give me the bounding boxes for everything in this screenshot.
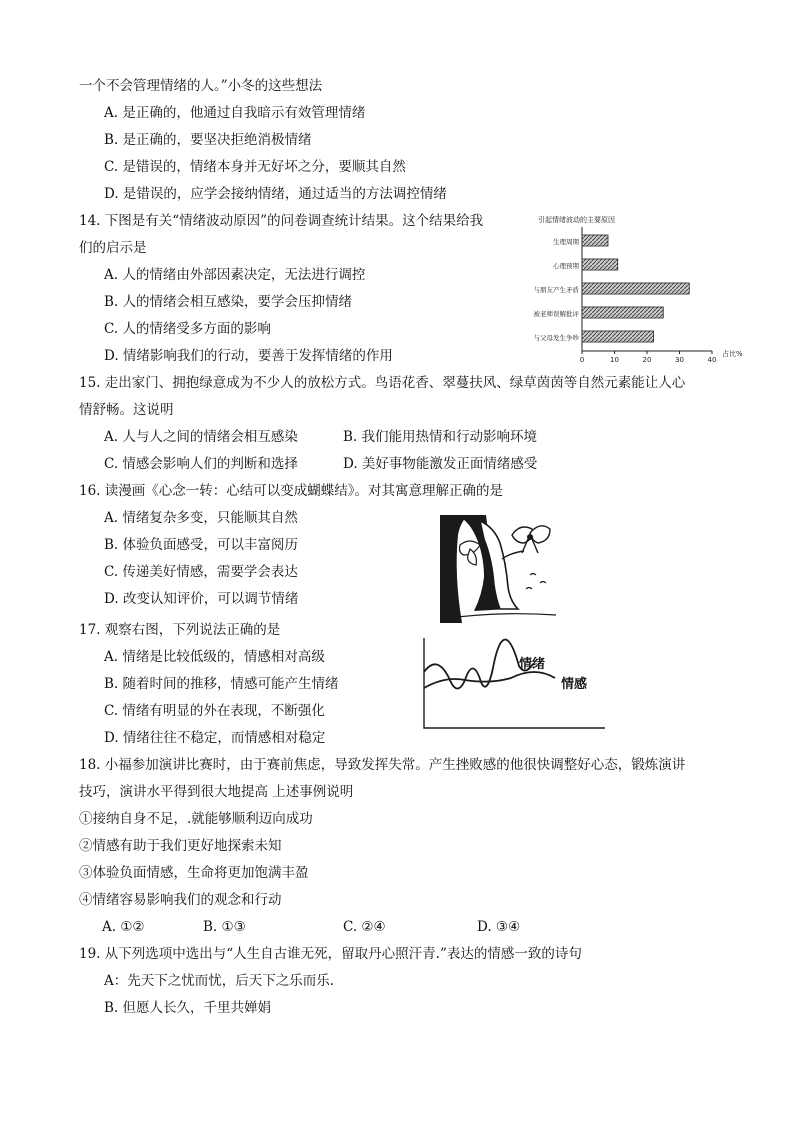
intro-option-d: D. 是错误的，应学会接纳情绪，通过适当的方法调控情绪 — [104, 186, 447, 202]
intro-option-b: B. 是正确的，要坚决拒绝消极情绪 — [104, 132, 312, 148]
chart-category-label: 与父母发生争吵 — [533, 334, 579, 342]
chart-bar — [582, 331, 654, 342]
q17-option-d: D. 情绪往往不稳定，而情感相对稳定 — [104, 730, 326, 746]
q15-option-d: D. 美好事物能激发正面情绪感受 — [343, 456, 538, 472]
q15-stem: 15. 走出家门、拥抱绿意成为不少人的放松方式。鸟语花香、翠蔓扶风、绿草茵茵等自然元素能让人心 — [79, 375, 686, 391]
q17-option-b: B. 随着时间的推移，情感可能产生情绪 — [104, 676, 339, 692]
q18-statement-2: ②情感有助于我们更好地探索未知 — [79, 838, 282, 854]
q18-option-d: D. ③④ — [477, 919, 521, 935]
chart-x-tick-label: 10 — [610, 356, 619, 363]
emotion-label: 情绪 — [519, 657, 546, 672]
q18-option-c: C. ②④ — [343, 919, 386, 935]
chart-category-label: 被老师误解批评 — [533, 310, 579, 318]
q16-option-b: B. 体验负面感受，可以丰富阅历 — [104, 537, 299, 553]
q14-option-d: D. 情绪影响我们的行动，要善于发挥情绪的作用 — [104, 348, 393, 364]
q14-stem-cont: 们的启示是 — [79, 240, 147, 256]
q17-option-c: C. 情绪有明显的外在表现，不断强化 — [104, 703, 325, 719]
q16-option-a: A. 情绪复杂多变，只能顺其自然 — [104, 510, 298, 526]
chart-category-label: 与朋友产生矛盾 — [533, 286, 579, 294]
chart-bar — [582, 259, 618, 270]
q19-option-a: A：先天下之忧而忧，后天下之乐而乐. — [104, 973, 335, 989]
q17-stem: 17. 观察右图，下列说法正确的是 — [79, 622, 281, 638]
intro-option-c: C. 是错误的，情绪本身并无好坏之分，要顺其自然 — [104, 159, 406, 175]
chart-x-tick-label: 20 — [642, 356, 652, 363]
chart-bar — [582, 235, 608, 246]
q18-statement-1: ①接纳自身不足，.就能够顺利迈向成功 — [79, 811, 313, 827]
q18-stem-cont: 技巧，演讲水平得到很大地提高 上述事例说明 — [79, 784, 354, 800]
chart-x-axis-label: 占比% — [722, 350, 743, 358]
q18-stem: 18. 小福参加演讲比赛时，由于赛前焦虑，导致发挥失常。产生挫败感的他很快调整好心态，锻炼演讲 — [79, 757, 686, 773]
emotion-feeling-graph — [415, 636, 615, 732]
q18-statement-3: ③体验负面情感，生命将更加饱满丰盈 — [79, 865, 309, 881]
q18-option-a: A. ①② — [102, 919, 145, 935]
q15-option-c: C. 情感会影响人们的判断和选择 — [104, 456, 298, 472]
q15-option-a: A. 人与人之间的情绪会相互感染 — [104, 429, 298, 445]
chart-category-label: 生理周期 — [553, 238, 579, 246]
q16-option-d: D. 改变认知评价，可以调节情绪 — [104, 591, 299, 607]
q14-option-b: B. 人的情绪会相互感染，要学会压抑情绪 — [104, 294, 353, 310]
chart-title: 引起情绪波动的主要原因 — [538, 216, 615, 224]
q17-option-a: A. 情绪是比较低级的，情感相对高级 — [104, 649, 325, 665]
chart-bar — [582, 283, 689, 294]
q14-option-a: A. 人的情绪由外部因素决定，无法进行调控 — [104, 267, 366, 283]
q16-stem: 16. 读漫画《心念一转：心结可以变成蝴蝶结》。对其寓意理解正确的是 — [79, 483, 504, 499]
q15-stem-cont: 情舒畅。这说明 — [79, 402, 174, 418]
tree-bow-cartoon — [440, 515, 560, 623]
chart-bar — [582, 307, 663, 318]
chart-category-label: 心理预期 — [553, 262, 579, 270]
q14-option-c: C. 人的情绪受多方面的影响 — [104, 321, 271, 337]
q19-stem: 19. 从下列选项中选出与“人生自古谁无死，留取丹心照汗青.”表达的情感一致的诗句 — [79, 946, 582, 962]
q18-statement-4: ④情绪容易影响我们的观念和行动 — [79, 892, 282, 908]
chart-x-tick-label: 40 — [707, 356, 717, 363]
q19-option-b: B. 但愿人长久，千里共婵娟 — [104, 1000, 272, 1016]
q16-option-c: C. 传递美好情感，需要学会表达 — [104, 564, 298, 580]
q14-bar-chart — [508, 213, 758, 363]
intro-line: 一个不会管理情绪的人。”小冬的这些想法 — [79, 78, 323, 94]
q18-option-b: B. ①③ — [203, 919, 246, 935]
feeling-label: 情感 — [561, 677, 588, 692]
q15-option-b: B. 我们能用热情和行动影响环境 — [343, 429, 538, 445]
chart-x-tick-label: 30 — [675, 356, 684, 363]
intro-option-a: A. 是正确的，他通过自我暗示有效管理情绪 — [104, 105, 366, 121]
chart-x-tick-label: 0 — [579, 356, 585, 363]
q14-stem: 14. 下图是有关“情绪波动原因”的问卷调查统计结果。这个结果给我 — [79, 213, 484, 229]
